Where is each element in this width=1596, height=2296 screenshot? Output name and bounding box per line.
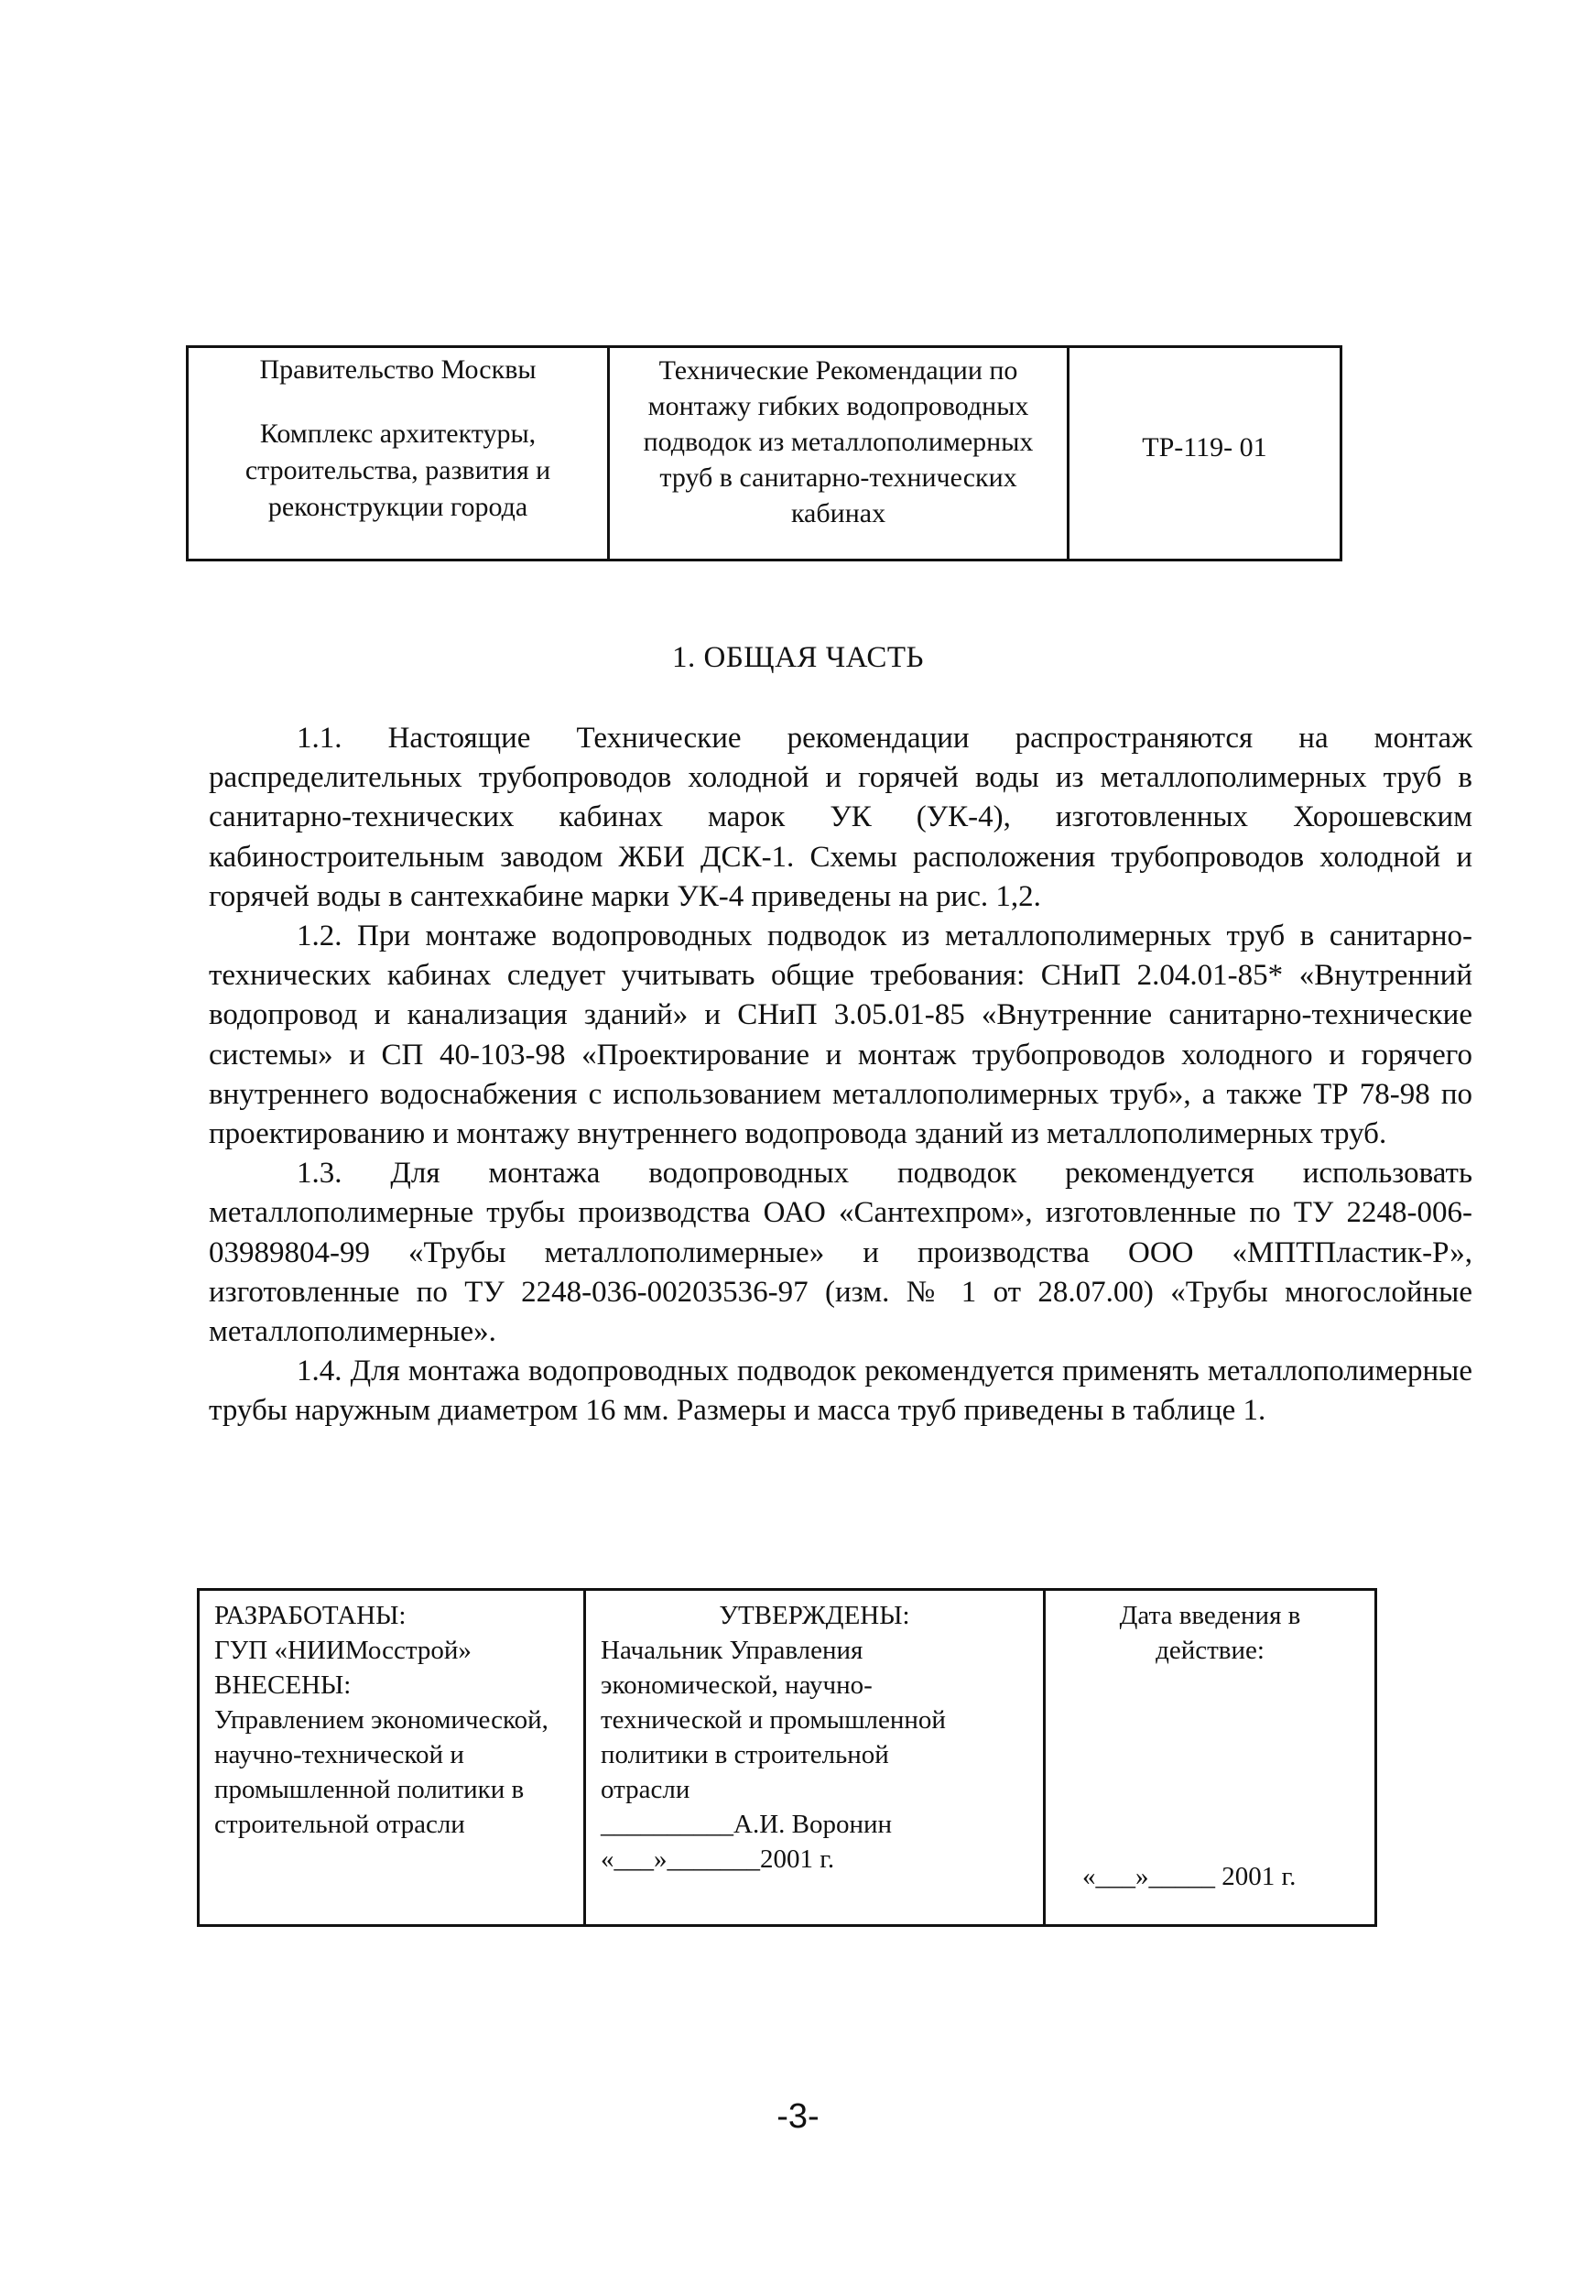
organization-government: Правительство Москвы xyxy=(259,354,537,385)
approved-signature: __________А.И. Воронин xyxy=(601,1810,893,1839)
header-title-cell xyxy=(610,348,1069,559)
organization-complex: Комплекс архитектуры, строительства, развития и реконструкции города xyxy=(244,419,551,522)
approved-cell xyxy=(586,1591,1046,1924)
paragraph-1-2: 1.2. При монтаже водопроводных подводок из металлополимерных труб в санитарно-технических кабинах следует учитывать общие требования: СНиП 2.04.01-85* «Внутренний водопровод и канализация зданий» и СНиП 3.05.01-85 «Внутренние санитарно-технические системы» и СП 40-103-98 «Проектирование и монтаж трубопроводов холодного и горячего внутреннего водоснабжения с использованием металлополимерных труб», а также ТР 78-98 по проектированию и монтажу внутреннего водопровода зданий из металлополимерных труб. xyxy=(209,919,1472,1151)
approval-table xyxy=(197,1588,1377,1927)
body-text xyxy=(209,719,1472,1431)
submitted-label: ВНЕСЕНЫ: xyxy=(214,1670,352,1700)
approved-label: УТВЕРЖДЕНЫ: xyxy=(719,1601,910,1630)
developed-cell xyxy=(200,1591,586,1924)
page-number: -3- xyxy=(776,2097,820,2136)
header-organization-cell xyxy=(189,348,610,559)
paragraph-1-3: 1.3. Для монтажа водопроводных подводок рекомендуется использовать металлополимерные трубы производства ОАО «Сантехпром», изготовленные по ТУ 2248-006-03989804-99 «Трубы металлополимерные» и производства ООО «МПТПластик-Р», изготовленные по ТУ 2248-036-00203536-97 (изм. № 1 от 28.07.00) «Трубы многослойные металлополимерные». xyxy=(209,1157,1472,1349)
submitted-by: Управлением экономической, научно-технической и промышленной политики в строительной отрасли xyxy=(214,1705,548,1839)
paragraph-1-1: 1.1. Настоящие Технические рекомендации распространяются на монтаж распределительных трубопроводов холодной и горячей воды из металлополимерных труб в санитарно-технических кабинах марок УК (УК-4), изготовленных Хорошевским кабиностроительным заводом ЖБИ ДСК-1. Схемы расположения трубопроводов холодной и горячей воды в сантехкабине марки УК-4 приведены на рис. 1,2. xyxy=(209,722,1472,913)
document-title: Технические Рекомендации по монтажу гибких водопроводных подводок из металлополимерных труб в санитарно-технических кабинах xyxy=(643,355,1034,528)
effective-date: «___»_____ 2001 г. xyxy=(1082,1862,1297,1891)
effective-date-cell xyxy=(1046,1591,1374,1924)
document-code: ТР-119- 01 xyxy=(1142,432,1267,462)
effective-label: Дата введения в действие: xyxy=(1119,1601,1301,1665)
paragraph-1-4: 1.4. Для монтажа водопроводных подводок рекомендуется применять металлополимерные трубы наружным диаметром 16 мм. Размеры и масса труб приведены в таблице 1. xyxy=(209,1355,1472,1428)
developed-label: РАЗРАБОТАНЫ: xyxy=(214,1601,407,1630)
header-table xyxy=(186,345,1342,561)
section-title: 1. ОБЩАЯ ЧАСТЬ xyxy=(672,641,924,674)
developed-by: ГУП «НИИМосстрой» xyxy=(214,1636,472,1665)
approved-date: «___»_______2001 г. xyxy=(601,1844,835,1874)
header-code-cell xyxy=(1069,348,1340,559)
approved-position: Начальник Управления экономической, научно-технической и промышленной политики в строительной отрасли xyxy=(601,1636,946,1804)
